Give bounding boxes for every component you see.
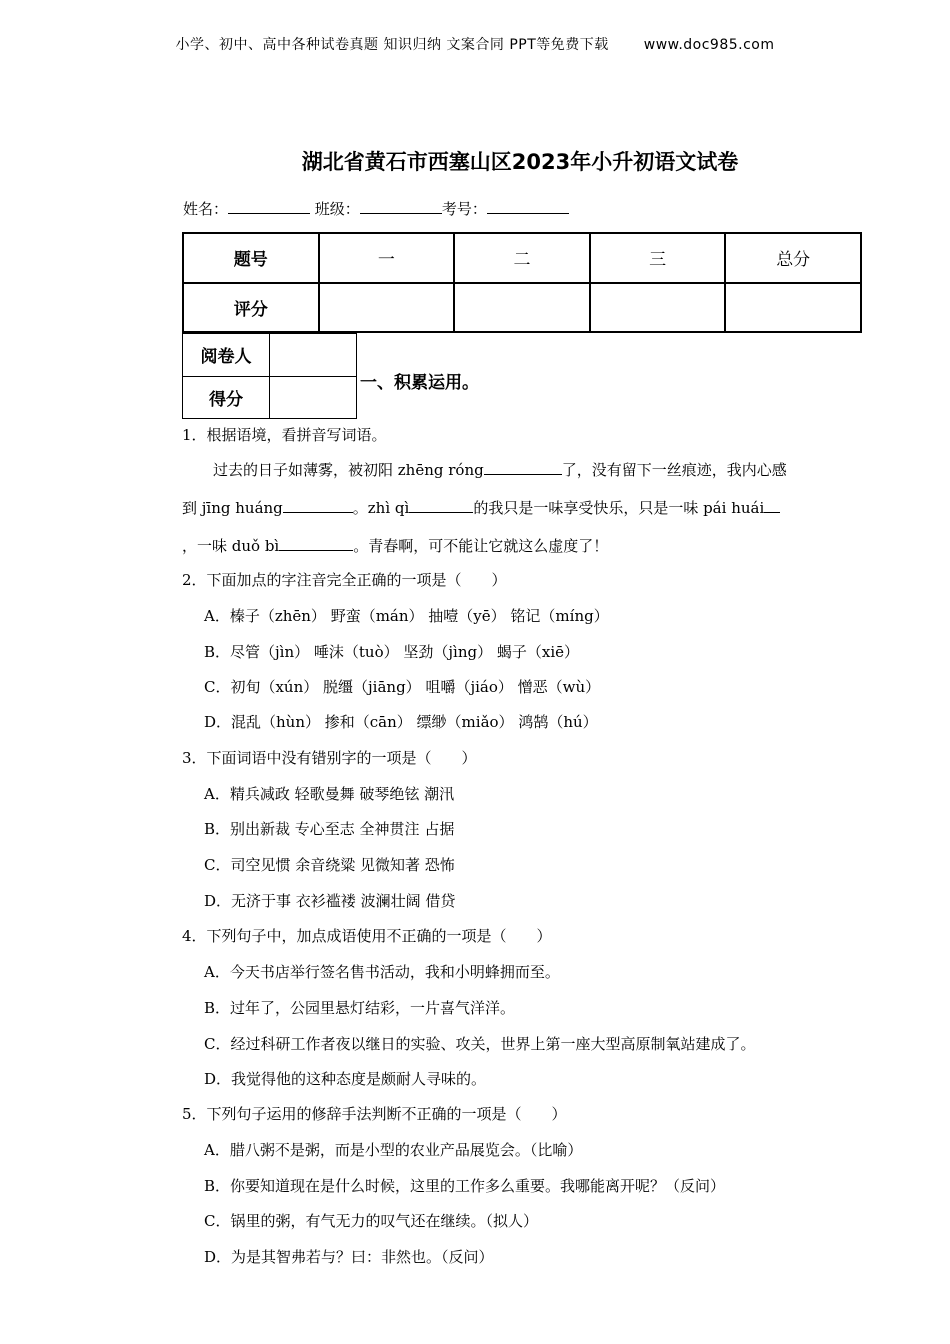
score-cell-total[interactable] <box>725 283 861 333</box>
student-info <box>183 198 569 219</box>
q1-passage-line-3 <box>182 535 608 556</box>
score-col-3: 三 <box>590 233 726 283</box>
q3-option-d[interactable]: D．无济于事 衣衫褴褛 波澜壮阔 借贷 <box>204 892 456 910</box>
score-cell-1[interactable] <box>319 283 455 333</box>
q1-text: 了，没有留下一丝痕迹，我内心感 <box>561 461 787 479</box>
page-title: 湖北省黄石市西塞山区2023年小升初语文试卷 <box>301 150 739 174</box>
score-col-2: 二 <box>454 233 590 283</box>
score-row-label: 评分 <box>183 283 319 333</box>
q1-text: 的我只是一味享受快乐，只是一味 pái huái <box>473 499 765 517</box>
q1-text: 。青春啊，可不能让它就这么虚度了！ <box>353 537 609 555</box>
q1-blank-1[interactable] <box>484 459 562 475</box>
q5-option-a[interactable]: A．腊八粥不是粥，而是小型的农业产品展览会。（比喻） <box>204 1141 583 1159</box>
q3-option-a[interactable]: A．精兵减政 轻歌曼舞 破琴绝铉 潮汛 <box>204 785 455 803</box>
q3-option-b[interactable]: B．别出新裁 专心至志 全神贯注 占据 <box>204 820 455 838</box>
reviewer-score-cell[interactable] <box>270 376 357 419</box>
q3-option-c[interactable]: C．司空见惯 余音绕粱 见微知著 恐怖 <box>204 856 455 874</box>
reviewer-label: 阅卷人 <box>183 334 270 377</box>
header-site[interactable]: www.doc985.com <box>643 37 775 53</box>
q4-option-d[interactable]: D．我觉得他的这种态度是颇耐人寻味的。 <box>204 1070 487 1088</box>
score-col-total: 总分 <box>725 233 861 283</box>
score-table <box>182 232 862 333</box>
reviewer-cell[interactable] <box>270 334 357 377</box>
q5-option-b[interactable]: B．你要知道现在是什么时候，这里的工作多么重要。我哪能离开呢？（反问） <box>204 1177 726 1195</box>
q1-stem: 1．根据语境，看拼音写词语。 <box>182 426 387 444</box>
q4-option-b[interactable]: B．过年了，公园里悬灯结彩，一片喜气洋洋。 <box>204 999 516 1017</box>
score-cell-2[interactable] <box>454 283 590 333</box>
q2-option-d[interactable]: D．混乱（hùn） 掺和（cān） 缥缈（miǎo） 鸿鹄（hú） <box>204 713 598 731</box>
header-text: 小学、初中、高中各种试卷真题 知识归纳 文案合同 PPT等免费下载 <box>175 37 609 53</box>
q1-passage-line-1 <box>213 459 787 480</box>
reviewer-score-label: 得分 <box>183 376 270 419</box>
q4-option-a[interactable]: A．今天书店举行签名售书活动，我和小明蜂拥而至。 <box>204 963 560 981</box>
reviewer-table <box>182 333 357 419</box>
q5-stem: 5．下列句子运用的修辞手法判断不正确的一项是（ ） <box>182 1105 567 1123</box>
q2-option-b[interactable]: B．尽管（jìn） 唾沫（tuò） 坚劲（jìng） 蝎子（xiē） <box>204 643 580 661</box>
q2-option-c[interactable]: C．初旬（xún） 脱缰（jiāng） 咀嚼（jiáo） 憎恶（wù） <box>204 678 601 696</box>
q1-text: ，一味 duǒ bì <box>182 537 280 555</box>
page-header <box>0 34 950 54</box>
q3-stem: 3．下面词语中没有错别字的一项是（ ） <box>182 749 477 767</box>
class-label: 班级： <box>314 200 360 218</box>
score-col-1: 一 <box>319 233 455 283</box>
name-label: 姓名： <box>183 200 229 218</box>
q1-blank-2[interactable] <box>283 497 353 513</box>
q1-text: 。zhì qì <box>352 499 410 517</box>
q1-blank-5[interactable] <box>279 535 353 551</box>
q4-option-c[interactable]: C．经过科研工作者夜以继日的实验、攻关，世界上第一座大型高原制氧站建成了。 <box>204 1035 756 1053</box>
q4-stem: 4．下列句子中，加点成语使用不正确的一项是（ ） <box>182 927 552 945</box>
q2-option-a[interactable]: A．榛子（zhēn） 野蛮（mán） 抽噎（yē） 铭记（míng） <box>204 607 609 625</box>
section-title: 一、积累运用。 <box>360 373 479 393</box>
q1-passage-line-2 <box>182 497 780 518</box>
exam-no-label: 考号： <box>441 200 487 218</box>
q1-text: 过去的日子如薄雾，被初阳 zhēng róng <box>213 461 484 479</box>
q5-option-c[interactable]: C．锅里的粥，有气无力的叹气还在继续。（拟人） <box>204 1212 538 1230</box>
name-blank[interactable] <box>228 198 310 214</box>
score-cell-3[interactable] <box>590 283 726 333</box>
q2-stem: 2．下面加点的字注音完全正确的一项是（ ） <box>182 571 507 589</box>
q1-blank-4[interactable] <box>764 497 780 513</box>
class-blank[interactable] <box>360 198 442 214</box>
q1-text: 到 jīng huáng <box>182 499 283 517</box>
exam-no-blank[interactable] <box>487 198 569 214</box>
q1-blank-3[interactable] <box>409 497 473 513</box>
q5-option-d[interactable]: D．为是其智弗若与？曰：非然也。（反问） <box>204 1248 494 1266</box>
score-header-label: 题号 <box>183 233 319 283</box>
